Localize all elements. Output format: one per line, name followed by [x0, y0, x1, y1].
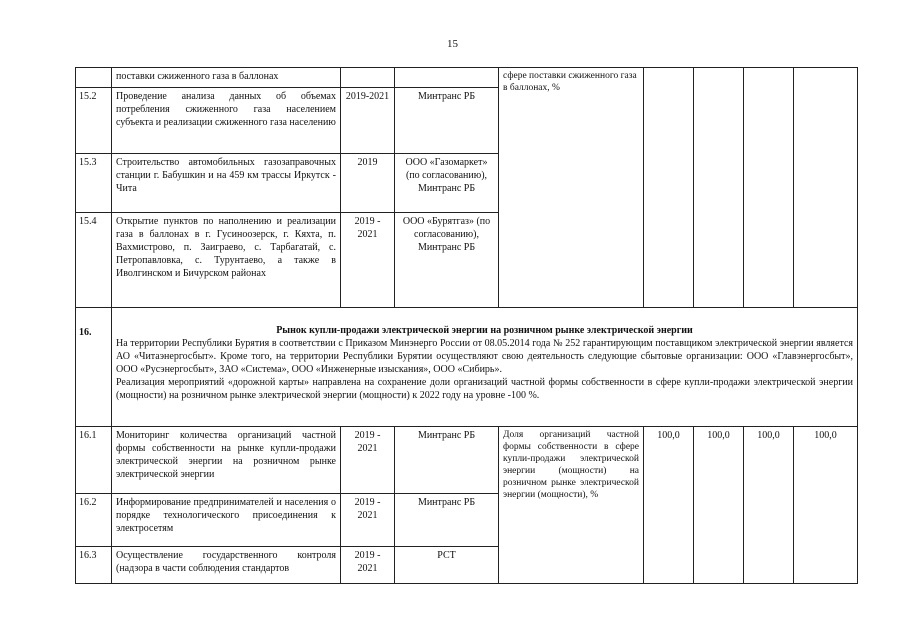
section-title: Рынок купли-продажи электрической энергии на розничном рынке электрической энергии [276, 325, 693, 336]
row-executor: Минтранс РБ [395, 88, 499, 154]
row-years: 2019 - 2021 [341, 213, 395, 308]
section-row [76, 308, 858, 427]
row-executor: ООО «Бурятгаз» (по согласованию), Минтранс РБ [395, 213, 499, 308]
roadmap-table [75, 67, 858, 584]
row-years: 2019 - 2021 [341, 494, 395, 547]
value-cell [644, 68, 694, 308]
value-cell: 100,0 [694, 427, 744, 584]
value-cell: 100,0 [794, 427, 858, 584]
value-cell: 100,0 [744, 427, 794, 584]
section-number: 16. [76, 308, 112, 427]
row-number [76, 68, 112, 88]
row-number: 16.1 [76, 427, 112, 494]
row-executor: РСТ [395, 547, 499, 584]
section-paragraph: Реализация мероприятий «дорожной карты» направлена на сохранение доли организаций частной формы собственности в сфере купли-продажи электрической энергии (мощности) на розничном рынке электрической энергии (мощности) к 2022 году на уровне -100 %. [116, 377, 853, 401]
row-executor [395, 68, 499, 88]
row-number: 15.2 [76, 88, 112, 154]
value-cell: 100,0 [644, 427, 694, 584]
row-executor: Минтранс РБ [395, 427, 499, 494]
row-years: 2019 - 2021 [341, 547, 395, 584]
section-body [112, 308, 858, 427]
row-text: Строительство автомобильных газозаправочных станции г. Бабушкин и на 459 км трассы Иркутск - Чита [112, 154, 341, 213]
row-text: Информирование предпринимателей и населения о порядке технологического присоединения к электросетям [112, 494, 341, 547]
row-number: 15.4 [76, 213, 112, 308]
value-cell [794, 68, 858, 308]
indicator-cell: Доля организаций частной формы собственности в сфере купли-продажи электрической энергии (мощности) на розничном рынке электрической энергии (мощности), % [499, 427, 644, 584]
table-row [76, 427, 858, 494]
row-text: Проведение анализа данных об объемах потребления сжиженного газа населением субъекта и реализации сжиженного газа населению [112, 88, 341, 154]
row-years: 2019 - 2021 [341, 427, 395, 494]
indicator-cell: сфере поставки сжиженного газа в баллонах, % [499, 68, 644, 308]
row-text: Осуществление государственного контроля (надзора в части соблюдения стандартов [112, 547, 341, 584]
row-executor: Минтранс РБ [395, 494, 499, 547]
page-number: 15 [447, 38, 458, 50]
row-years: 2019 [341, 154, 395, 213]
row-number: 16.3 [76, 547, 112, 584]
row-text: Мониторинг количества организаций частной формы собственности на рынке купли-продажи электрической энергии на розничном рынке электрической энергии [112, 427, 341, 494]
row-executor: ООО «Газомаркет» (по согласованию), Минтранс РБ [395, 154, 499, 213]
row-years [341, 68, 395, 88]
row-number: 15.3 [76, 154, 112, 213]
row-text: поставки сжиженного газа в баллонах [112, 68, 341, 88]
section-paragraph: На территории Республики Бурятия в соответствии с Приказом Минэнерго России от 08.05.2014 года № 252 гарантирующим поставщиком электрической энергии является АО «Читаэнергосбыт». Кроме того, на территории Республики Бурятии осуществляют свою деятельность следующие сбытовые организации: ООО «Главэнергосбыт», ООО «Русэнергосбыт», ЗАО «Система», ООО «Инженерные изыскания», ООО «Сибирь». [116, 338, 853, 375]
table-row [76, 68, 858, 88]
row-number: 16.2 [76, 494, 112, 547]
value-cell [694, 68, 744, 308]
row-text: Открытие пунктов по наполнению и реализации газа в баллонах в г. Гусиноозерск, г. Кяхта, п. Вахмистрово, п. Заиграево, с. Тарбагатай, с. Петропавловка, с. Турунтаево, а также в Иволгинском и Бичурском районах [112, 213, 341, 308]
row-years: 2019-2021 [341, 88, 395, 154]
value-cell [744, 68, 794, 308]
